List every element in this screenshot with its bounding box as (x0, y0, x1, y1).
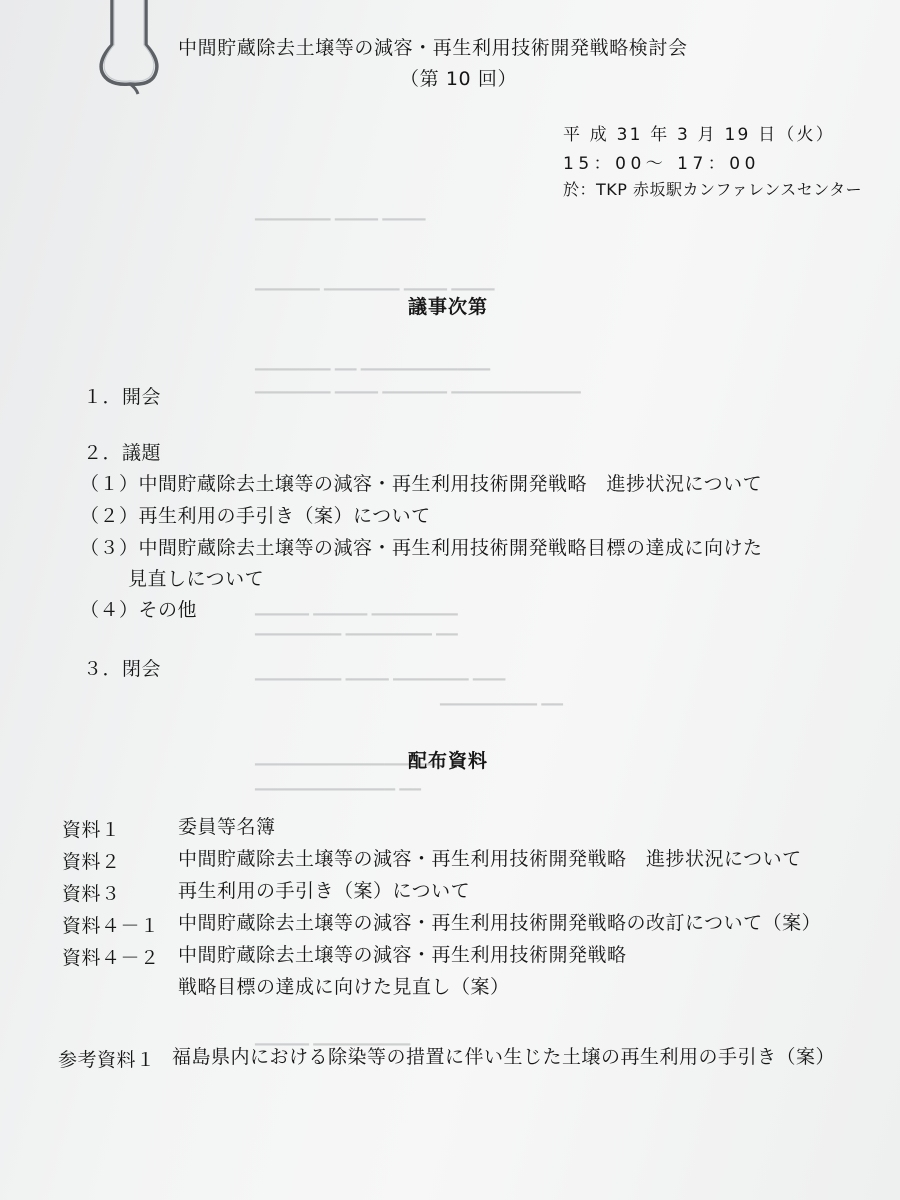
agenda-subitem-2: （２）再生利用の手引き（案）について (80, 505, 431, 527)
document-page: ▁▁▁▁▁▁▁ ▁▁▁▁ ▁▁▁▁ ▁▁▁▁▁▁ ▁▁▁▁▁▁▁ ▁▁▁▁ ▁▁▁▁ ▁▁▁▁▁▁▁ ▁▁ ▁▁▁▁▁▁▁▁▁▁▁▁ ▁▁▁▁▁▁▁ ▁▁▁▁ ▁▁▁▁▁▁ ▁▁▁▁▁▁▁▁▁▁▁▁ ▁▁▁▁▁ ▁▁▁▁▁ ▁▁▁▁▁▁▁▁ ▁▁▁▁▁▁▁▁ ▁▁▁▁▁▁▁▁ ▁▁ ▁▁▁▁▁▁▁▁ ▁▁▁▁ ▁▁▁▁▁▁▁ ▁▁▁ ▁▁▁▁▁▁▁▁▁ ▁▁ ▁▁▁▁▁▁▁▁▁▁▁▁▁▁▁▁▁ ▁▁▁▁▁▁▁▁▁▁▁▁▁ ▁▁ ▁▁▁▁▁ ▁▁▁▁▁▁▁▁▁ 中間貯蔵除去土壌等の減容・再生利用技術開発戦略検討会 （第 10 回） 平 成 31 年 3 月 19 日（火） 15：00～ 17：00 於：TKP 赤坂駅カンファレンスセンター 議事次第 １．開会 ２．議題 （１）中間貯蔵除去土壌等の減容・再生利用技術開発戦略 進捗状況について （２）再生利用の手引き（案）について （３）中間貯蔵除去土壌等の減容・再生利用技術開発戦略目標の達成に向けた 見直しについて （４）その他 ３．閉会 配布資料 資料１ 委員等名簿 資料２ 中間貯蔵除去土壌等の減容・再生利用技術開発戦略 進捗状況について 資料３ 再生利用の手引き（案）について 資料４－１ 中間貯蔵除去土壌等の減容・再生利用技術開発戦略の改訂について（案） 資料４－２ 中間貯蔵除去土壌等の減容・再生利用技術開発戦略 戦略目標の達成に向けた見直し（案） 参考資料１ 福島県内における除染等の措置に伴い生じた土壌の再生利用の手引き（案） (0, 0, 900, 1200)
material-label: 資料２ (62, 851, 121, 873)
agenda-item-closing: ３．閉会 (83, 658, 162, 680)
material-text-continued: 戦略目標の達成に向けた見直し（案） (178, 976, 510, 998)
agenda-subitem-1: （１）中間貯蔵除去土壌等の減容・再生利用技術開発戦略 進捗状況について (80, 473, 763, 495)
material-label: 資料４－２ (62, 947, 160, 969)
agenda-item-opening: １．開会 (83, 386, 162, 408)
meeting-time: 15：00～ 17：00 (563, 154, 760, 174)
material-label: 資料１ (62, 819, 121, 841)
material-text: 委員等名簿 (178, 816, 276, 838)
binder-clip-icon (90, 0, 170, 95)
document-title: 中間貯蔵除去土壌等の減容・再生利用技術開発戦略検討会 (178, 37, 688, 59)
reference-material-label: 参考資料１ (58, 1049, 156, 1071)
agenda-subitem-3: （３）中間貯蔵除去土壌等の減容・再生利用技術開発戦略目標の達成に向けた (80, 537, 763, 559)
session-number: （第 10 回） (400, 68, 518, 90)
meeting-date: 平 成 31 年 3 月 19 日（火） (563, 125, 835, 145)
agenda-heading: 議事次第 (408, 296, 489, 318)
material-text: 中間貯蔵除去土壌等の減容・再生利用技術開発戦略 (178, 944, 627, 966)
material-text: 中間貯蔵除去土壌等の減容・再生利用技術開発戦略 進捗状況について (178, 848, 802, 870)
material-label: 資料３ (62, 883, 121, 905)
meeting-venue: 於：TKP 赤坂駅カンファレンスセンター (563, 180, 863, 199)
material-text: 再生利用の手引き（案）について (178, 880, 471, 902)
agenda-subitem-4: （４）その他 (80, 599, 198, 621)
materials-heading: 配布資料 (408, 750, 489, 772)
agenda-subitem-3-continued: 見直しについて (128, 568, 265, 590)
material-text: 中間貯蔵除去土壌等の減容・再生利用技術開発戦略の改訂について（案） (178, 912, 822, 934)
reference-material-text: 福島県内における除染等の措置に伴い生じた土壌の再生利用の手引き（案） (172, 1046, 836, 1068)
material-label: 資料４－１ (62, 915, 160, 937)
agenda-item-topics: ２．議題 (83, 442, 162, 464)
